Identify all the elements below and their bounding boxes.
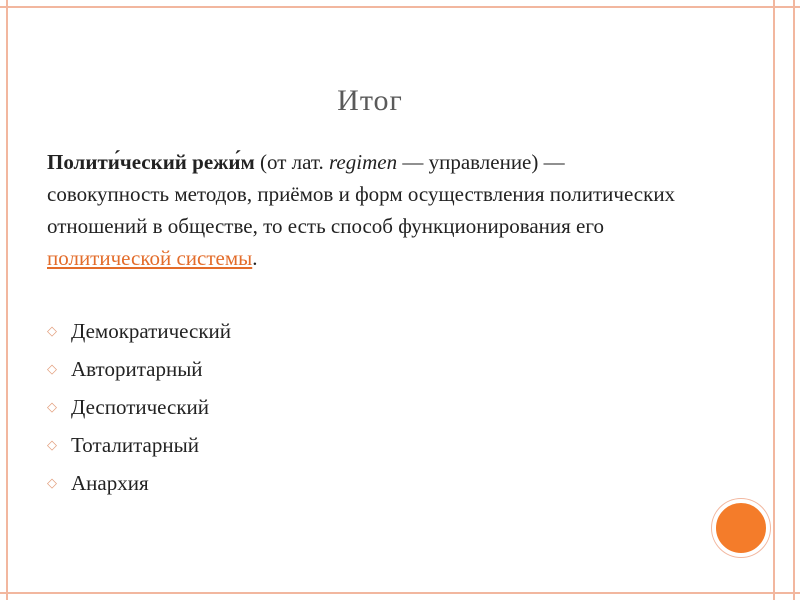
list-item <box>47 350 647 388</box>
list-item-label: Демократический <box>71 318 231 343</box>
slide-title: Итог <box>337 84 403 117</box>
list-item-label: Авторитарный <box>71 356 203 381</box>
hollow-diamond-bullet-icon: ◇ <box>47 437 57 453</box>
frame-line-right-outer <box>793 0 795 600</box>
frame-line-top <box>0 6 800 8</box>
list-item-label: Деспотический <box>71 394 210 419</box>
political-system-link[interactable]: политической системы <box>47 246 253 270</box>
hollow-diamond-bullet-icon: ◇ <box>47 475 57 491</box>
hollow-diamond-bullet-icon: ◇ <box>47 323 57 339</box>
list-item <box>47 388 647 426</box>
regime-types-list <box>47 312 647 502</box>
frame-line-right-inner <box>773 0 775 600</box>
definition-paragraph <box>47 146 687 274</box>
definition-term: Полити́ческий режи́м <box>47 150 255 174</box>
definition-latin-word: regimen <box>329 150 398 174</box>
definition-end: . <box>252 246 258 270</box>
list-item <box>47 426 647 464</box>
definition-text: — управление) — совокупность методов, приёмов и форм осуществления политических отношений в обществе, то есть способ функционирования его <box>47 150 676 238</box>
definition-paren-open: (от лат. <box>254 150 330 174</box>
frame-line-bottom <box>0 592 800 594</box>
hollow-diamond-bullet-icon: ◇ <box>47 361 57 377</box>
list-item-label: Тоталитарный <box>71 432 199 457</box>
list-item <box>47 464 647 502</box>
list-item-label: Анархия <box>71 470 149 495</box>
list-item <box>47 312 647 350</box>
hollow-diamond-bullet-icon: ◇ <box>47 399 57 415</box>
orange-circle-decoration <box>712 499 770 557</box>
